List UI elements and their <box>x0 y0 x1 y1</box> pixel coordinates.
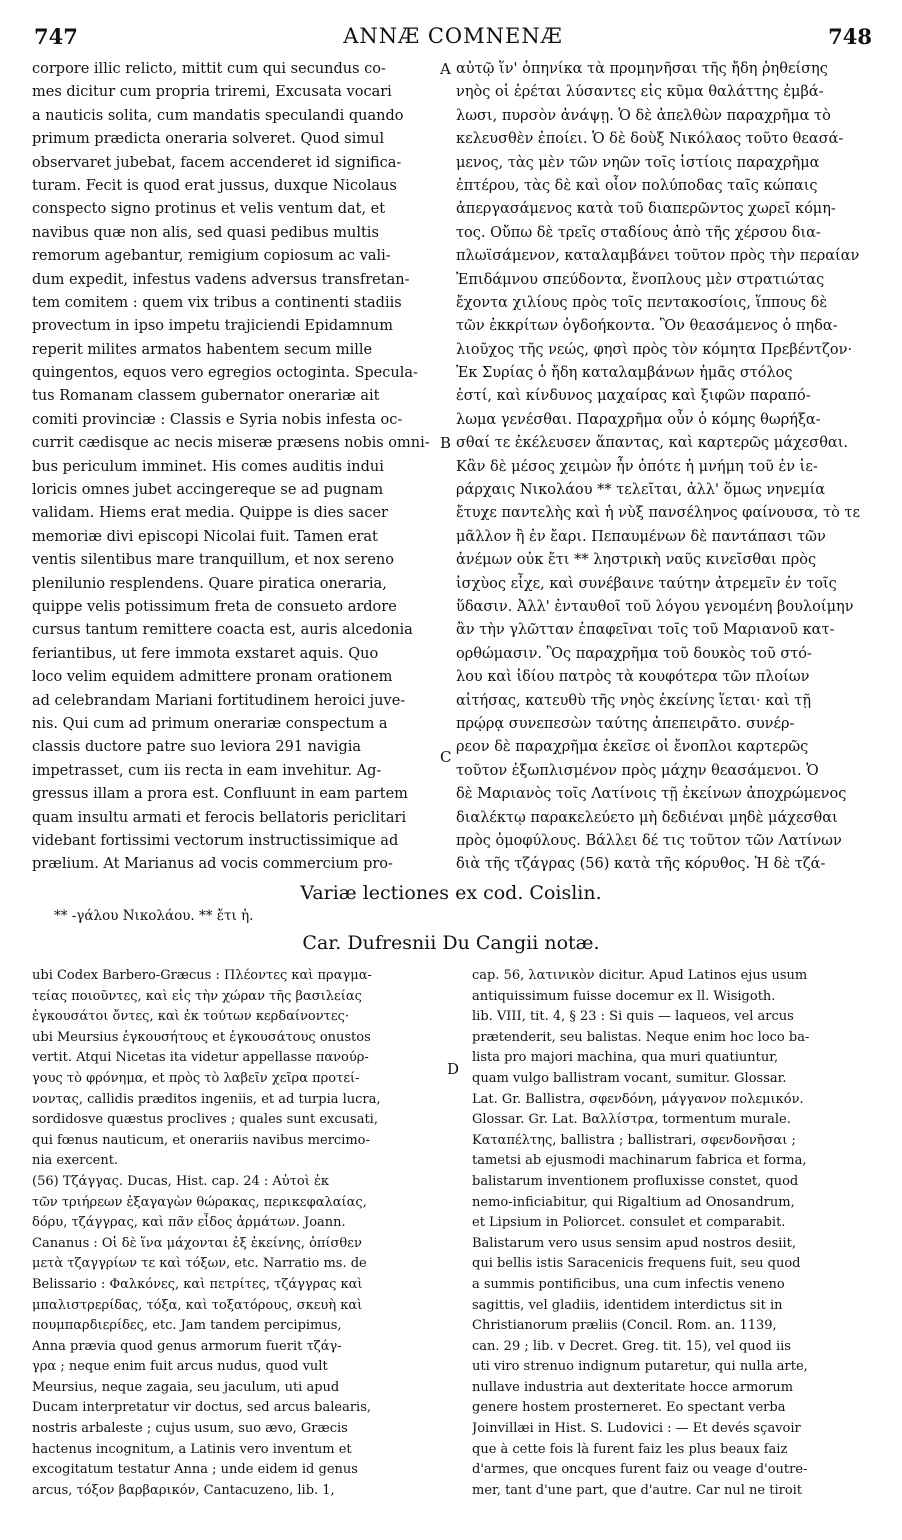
latin-line: navibus quæ non alis, sed quasi pedibus multis <box>32 224 379 241</box>
greek-line: σθαί τε ἐκέλευσεν ἅπαντας, καὶ καρτερῶς μάχεσθαι. <box>456 435 849 452</box>
latin-line: turam. Fecit is quod erat jussus, duxque Nicolaus <box>32 177 397 194</box>
note-line: Christianorum præliis (Concil. Rom. an. 1139, <box>472 1318 777 1334</box>
note-line: mer, tant d'une part, que d'autre. Car nul ne tiroit <box>472 1482 803 1498</box>
latin-line: ventis silentibus mare tranquillum, et nox sereno <box>32 552 394 569</box>
note-line: ubi Meursius ἐγκουσήτους et ἐγκουσάτους onustos <box>32 1029 371 1045</box>
note-line: ubi Codex Barbero-Græcus : Πλέοντες καὶ πραγμα- <box>32 968 372 983</box>
greek-line: μενος, τὰς μὲν τῶν νηῶν τοῖς ἱστίοις παραχρῆμα <box>456 154 820 171</box>
note-line: Glossar. Gr. Lat. Βαλλίστρα, tormentum murale. <box>472 1112 791 1128</box>
note-line: (56) Τζάγγας. Ducas, Hist. cap. 24 : Αὐτοὶ ἐκ <box>32 1173 330 1189</box>
greek-line: ρεον δὲ παραχρῆμα ἐκεῖσε οἱ ἔνοπλοι καρτερῶς <box>456 739 809 756</box>
greek-line: διαλέκτῳ παρακελεύετο μὴ δεδιέναι μηδὲ μάχεσθαι <box>456 809 838 826</box>
note-line: Meursius, neque zagaia, seu jaculum, uti apud <box>32 1379 340 1395</box>
note-line: prætenderit, seu balistas. Neque enim hoc loco ba- <box>472 1029 810 1045</box>
latin-line: gressus illam a prora est. Confluunt in eam partem <box>32 786 408 803</box>
note-line: genere hostem prosterneret. Eo spectant verba <box>472 1400 786 1416</box>
note-line: nemo-inficiabitur, qui Rigaltium ad Onosandrum, <box>472 1194 795 1210</box>
note-line: quam vulgo ballistram vocant, sumitur. Glossar. <box>472 1070 787 1086</box>
note-line: τείας ποιοῦντες, καὶ εἰς τὴν χώραν τῆς βασιλείας <box>32 988 362 1004</box>
section-marker-a: A <box>440 60 451 78</box>
variae-lectiones-text: ** -γάλου Νικολάου. ** ἔτι ἡ. <box>54 908 254 924</box>
latin-line: dum expedit, infestus vadens adversus transfretan- <box>32 271 410 288</box>
greek-line: πρῴρᾳ συνεπεσὼν ταύτης ἀπεπειρᾶτο. συνέρ- <box>456 715 795 732</box>
note-line: Lat. Gr. Ballistra, σφενδόνη, μάγγανον πολεμικόν. <box>472 1091 804 1107</box>
note-line: vertit. Atqui Nicetas ita videtur appellasse πανούρ- <box>32 1050 369 1066</box>
note-line: balistarum inventionem profluxisse constet, quod <box>472 1173 799 1189</box>
latin-line: quippe velis potissimum freta de consueto ardore <box>32 598 397 615</box>
note-line: qui fœnus nauticum, et onerariis navibus mercimo- <box>32 1132 370 1148</box>
latin-line: mes dicitur cum propria triremi, Excusata vocari <box>32 84 392 101</box>
latin-line: provectum in ipso impetu trajiciendi Epidamnum <box>32 318 394 335</box>
note-line: Καταπέλτης, ballistra ; ballistrari, σφενδονῆσαι ; <box>472 1132 796 1148</box>
greek-line: ἀπεργασάμενος κατὰ τοῦ διαπερῶντος χωρεῖ κόμη- <box>456 201 836 218</box>
greek-line: ἐστί, καὶ κίνδυνος μαχαίρας καὶ ξιφῶν παραπό- <box>456 388 811 405</box>
latin-line: ad celebrandam Mariani fortitudinem heroici juve- <box>32 692 406 709</box>
note-line: sagittis, vel gladiis, identidem interdictus sit in <box>472 1297 783 1313</box>
note-line: Belissario : Φαλκόνες, καὶ πετρίτες, τζάγγρας καὶ <box>32 1276 363 1292</box>
latin-line: memoriæ divi episcopi Nicolai fuit. Tamen erat <box>32 528 378 545</box>
page-number-left: 747 <box>34 24 78 49</box>
latin-line: tem comitem : quem vix tribus a continenti stadiis <box>32 294 402 311</box>
latin-line: quam insultu armati et ferocis bellatoris periclitari <box>32 809 407 826</box>
latin-line: remorum agebantur, remigium copiosum ac vali- <box>32 248 391 265</box>
variae-lectiones-heading: Variæ lectiones ex cod. Coislin. <box>300 882 602 904</box>
latin-line: feriantibus, ut fere immota exstaret aquis. Quo <box>32 645 379 662</box>
greek-line: λου καὶ ἰδίου πατρὸς τὰ κουφότερα τῶν πλοίων <box>456 669 810 686</box>
latin-line: conspecto signo protinus et velis ventum dat, et <box>32 201 386 218</box>
note-line: antiquissimum fuisse docemur ex ll. Wisigoth. <box>472 988 776 1004</box>
greek-line: ὕδασιν. Ἀλλ' ἐνταυθοῖ τοῦ λόγου γενομένη βουλοίμην <box>456 598 854 615</box>
latin-line: videbant fortissimi vectorum instructissimique ad <box>32 832 399 849</box>
greek-line: λιοῦχος τῆς νεώς, φησὶ πρὸς τὸν κόμητα Πρεβέντζον· <box>456 341 853 358</box>
greek-line: Κἂν δὲ μέσος χειμὼν ἦν ὁπότε ἡ μνήμη τοῦ ἐν ἱε- <box>456 458 818 475</box>
latin-line: bus periculum imminet. His comes auditis indui <box>32 458 384 475</box>
note-line: excogitatum testatur Anna ; unde eidem id genus <box>32 1462 358 1478</box>
latin-text-column <box>32 58 436 877</box>
note-line: Joinvillæi in Hist. S. Ludovici : — Et devés sçavoir <box>472 1421 801 1437</box>
latin-line: classis ductore patre suo leviora 291 navigia <box>32 739 362 756</box>
greek-line: πρὸς ὁμοφύλους. Βάλλει δέ τις τοῦτον τῶν Λατίνων <box>456 832 842 849</box>
note-line: μετὰ τζαγγρίων τε καὶ τόξων, etc. Narratio ms. de <box>32 1256 367 1272</box>
latin-line: a nauticis solita, cum mandatis speculandi quando <box>32 107 404 124</box>
note-line: γους τὸ φρόνημα, et πρὸς τὸ λαβεῖν χεῖρα προτεί- <box>32 1070 360 1086</box>
note-line: Ducam interpretatur vir doctus, sed arcus balearis, <box>32 1400 371 1416</box>
section-marker-d: D <box>447 1060 460 1078</box>
note-line: nostris arbaleste ; cujus usum, suo ævo, Græcis <box>32 1421 348 1437</box>
greek-text-column <box>456 58 876 877</box>
greek-line: ἐπτέρου, τὰς δὲ καὶ οἷον πολύποδας ταῖς κώπαις <box>456 177 818 194</box>
running-header <box>26 10 880 52</box>
note-line: πουμπαρδιερίδες, etc. Jam tandem percipimus, <box>32 1318 342 1334</box>
note-line: qui bellis istis Saracenicis frequens fuit, seu quod <box>472 1256 801 1272</box>
note-line: hactenus incognitum, a Latinis vero inventum et <box>32 1441 352 1457</box>
note-line: νοντας, callidis præditos ingeniis, et ad turpia lucra, <box>32 1091 381 1107</box>
note-line: nia exercent. <box>32 1153 119 1169</box>
latin-line: validam. Hiems erat media. Quippe is dies sacer <box>32 505 388 522</box>
notes-column-left <box>32 966 458 1501</box>
greek-line: νηὸς οἱ ἐρέται λύσαντες εἰς κῦμα θαλάττης ἐμβά- <box>456 84 824 101</box>
note-line: tametsi ab ejusmodi machinarum fabrica et forma, <box>472 1153 807 1169</box>
running-title: ANNÆ COMNENÆ <box>343 24 563 48</box>
greek-line: κελευσθὲν ἐποίει. Ὁ δὲ δοὺξ Νικόλαος τοῦτο θεασά- <box>456 131 844 148</box>
latin-line: currit cædisque ac necis miseræ præsens nobis omni- <box>32 435 430 452</box>
latin-line: primum prædicta oneraria solveret. Quod simul <box>32 131 385 148</box>
latin-line: loricis omnes jubet accingereque se ad pugnam <box>32 482 384 499</box>
note-line: cap. 56, λατινικὸν dicitur. Apud Latinos ejus usum <box>472 968 808 983</box>
greek-line: λωμα γενέσθαι. Παραχρῆμα οὖν ὁ κόμης θωρήξα- <box>456 411 821 428</box>
note-line: d'armes, que oncques furent faiz ou veage d'outre- <box>472 1462 808 1478</box>
note-line: nullave industria aut dexteritate hocce armorum <box>472 1379 794 1395</box>
notes-column-right <box>472 966 888 1501</box>
greek-line: ράρχαις Νικολάου ** τελεῖται, ἀλλ' ὅμως νηνεμία <box>456 482 826 499</box>
latin-line: tus Romanam classem gubernator onerariæ ait <box>32 388 380 405</box>
page-number-right: 748 <box>828 24 872 49</box>
latin-line: cursus tantum remittere coacta est, auris alcedonia <box>32 622 413 639</box>
latin-line: prælium. At Marianus ad vocis commercium pro- <box>32 856 393 873</box>
latin-line: loco velim equidem admittere pronam orationem <box>32 669 393 686</box>
greek-line: μᾶλλον ἢ ἐν ἔαρι. Πεπαυμένων δὲ παντάπασι τῶν <box>456 528 826 545</box>
greek-line: Ἐκ Συρίας ὁ ἤδη καταλαμβάνων ἡμᾶς στόλος <box>456 365 793 382</box>
greek-line: δὲ Μαριανὸς τοῖς Λατίνοις τῇ ἐκείνων ἀποχρώμενος <box>456 786 847 803</box>
note-line: can. 29 ; lib. v Decret. Greg. tit. 15), vel quod iis <box>472 1338 791 1354</box>
notes-heading: Car. Dufresnii Du Cangii notæ. <box>302 932 600 954</box>
note-line: sordidosve quæstus proclives ; quales sunt excusati, <box>32 1112 378 1128</box>
latin-line: corpore illic relicto, mittit cum qui secundus co- <box>32 61 386 77</box>
note-line: ἐγκουσάτοι ὄντες, καὶ ἐκ τούτων κερδαίνοντες· <box>32 1009 349 1025</box>
greek-line: λωσι, πυρσὸν ἀνάψῃ. Ὁ δὲ ἀπελθὼν παραχρῆμα τὸ <box>456 107 831 124</box>
latin-line: plenilunio resplendens. Quare piratica oneraria, <box>32 575 387 592</box>
latin-line: nis. Qui cum ad primum onerariæ conspectum a <box>32 715 388 732</box>
greek-line: ἂν τὴν γλῶτταν ἐπαφεῖναι τοῖς τοῦ Μαριανοῦ κατ- <box>456 622 835 639</box>
latin-line: comiti provinciæ : Classis e Syria nobis infesta oc- <box>32 411 403 428</box>
latin-line: observaret jubebat, facem accenderet id significa- <box>32 154 402 171</box>
greek-line: τῶν ἐκκρίτων ὀγδοήκοντα. Ὃν θεασάμενος ὁ πηδα- <box>456 318 838 335</box>
greek-line: τοῦτον ἐξωπλισμένον πρὸς μάχην θεασάμενοι. Ὁ <box>456 762 819 779</box>
note-line: τῶν τριήρεων ἐξαγαγὼν θώρακας, περικεφαλαίας, <box>32 1194 367 1210</box>
latin-line: quingentos, equos vero egregios octoginta. Specula- <box>32 365 418 382</box>
greek-line: διὰ τῆς τζάγρας (56) κατὰ τῆς κόρυθος. Ἡ δὲ τζά- <box>456 856 826 873</box>
note-line: μπαλιστρερίδας, τόξα, καὶ τοξατόρους, σκευὴ καὶ <box>32 1297 363 1313</box>
greek-line: αἰτήσας, κατευθὺ τῆς νηὸς ἐκείνης ἵεται· καὶ τῇ <box>456 692 812 709</box>
note-line: Balistarum vero usus sensim apud nostros desiit, <box>472 1235 796 1251</box>
latin-line: reperit milites armatos habentem secum mille <box>32 341 373 358</box>
greek-line: πλωϊσάμενον, καταλαμβάνει τοῦτον πρὸς τὴν περαίαν <box>456 248 860 265</box>
latin-line: impetrasset, cum iis recta in eam invehitur. Ag- <box>32 762 382 779</box>
section-marker-b: B <box>440 434 452 452</box>
greek-line: αὐτῷ ἵν' ὁπηνίκα τὰ προμηνῆσαι τῆς ἤδη ῥηθείσης <box>456 61 828 77</box>
section-marker-c: C <box>440 748 452 766</box>
greek-line: ἀνέμων οὐκ ἔτι ** ληστρικὴ ναῦς κινεῖσθαι πρὸς <box>456 552 817 569</box>
note-line: Cananus : Οἱ δὲ ἵνα μάχονται ἐξ ἐκείνης, ὀπίσθεν <box>32 1235 362 1251</box>
note-line: lista pro majori machina, qua muri quatiuntur, <box>472 1050 779 1066</box>
greek-line: ἔχοντα χιλίους πρὸς τοῖς πεντακοσίοις, ἵππους δὲ <box>456 294 828 311</box>
greek-line: ἔτυχε παντελὴς καὶ ἡ νὺξ πανσέληνος φαίνουσα, τὸ τε <box>456 505 860 522</box>
note-line: et Lipsium in Poliorcet. consulet et comparabit. <box>472 1215 786 1231</box>
note-line: uti viro strenuo indignum putaretur, qui nulla arte, <box>472 1359 808 1375</box>
note-line: que à cette fois là furent faiz les plus beaux faiz <box>472 1441 788 1457</box>
greek-line: ἰσχὺος εἶχε, καὶ συνέβαινε ταύτην ἀτρεμεῖν ἐν τοῖς <box>456 575 837 592</box>
note-line: lib. VIII, tit. 4, § 23 : Si quis — laqueos, vel arcus <box>472 1009 794 1025</box>
greek-line: ορθώμασιν. Ὃς παραχρῆμα τοῦ δουκὸς τοῦ στό- <box>456 645 812 662</box>
note-line: δόρυ, τζάγγρας, καὶ πᾶν εἶδος ἁρμάτων. Joann. <box>32 1215 346 1231</box>
note-line: arcus, τόξον βαρβαρικόν, Cantacuzeno, lib. 1, <box>32 1482 335 1498</box>
note-line: a summis pontificibus, una cum infectis veneno <box>472 1276 785 1292</box>
greek-line: τος. Οὔπω δὲ τρεῖς σταδίους ἀπὸ τῆς χέρσου δια- <box>456 224 821 241</box>
note-line: γρα ; neque enim fuit arcus nudus, quod vult <box>32 1359 328 1375</box>
note-line: Anna prævia quod genus armorum fuerit τζάγ- <box>32 1338 342 1354</box>
greek-line: Ἐπιδάμνου σπεύδοντα, ἔνοπλους μὲν στρατιώτας <box>456 271 825 288</box>
